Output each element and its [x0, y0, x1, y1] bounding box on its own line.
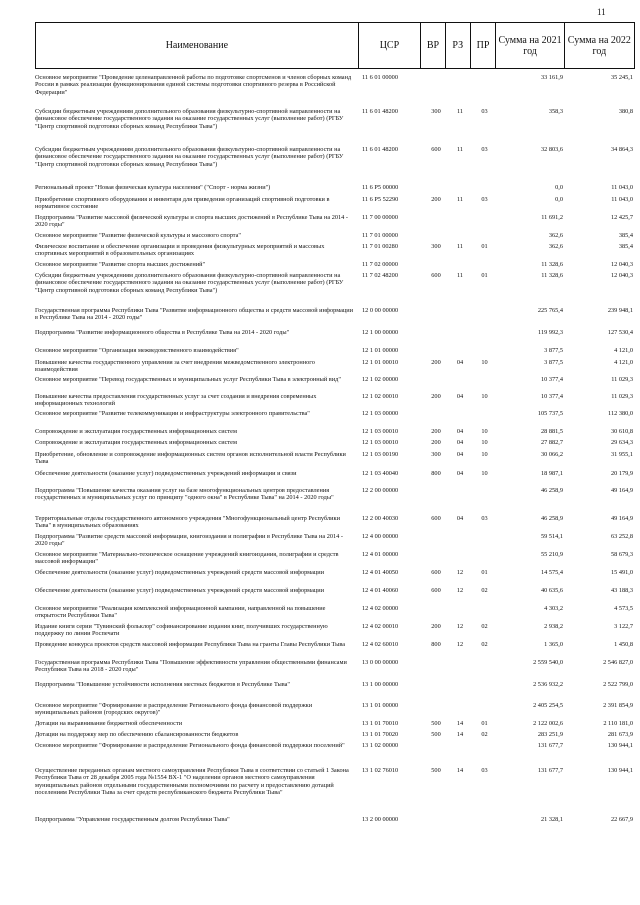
row-csr: 12 2 00 40030 [362, 515, 399, 522]
table-header [35, 22, 635, 69]
page-number: 11 [597, 7, 606, 17]
table-row [35, 533, 635, 551]
row-sum-2021: 3 877,5 [544, 359, 563, 366]
table-row [35, 702, 635, 720]
row-rz: 11 [456, 108, 464, 115]
row-sum-2021: 105 737,5 [537, 410, 563, 417]
row-sum-2021: 28 881,5 [540, 428, 563, 435]
row-csr: 12 4 01 40060 [362, 587, 399, 594]
row-rz: 14 [456, 731, 464, 738]
row-vr: 500 [431, 720, 441, 727]
row-sum-2022: 29 634,3 [610, 439, 633, 446]
row-csr: 11 7 00 00000 [362, 214, 398, 221]
row-pr: 01 [481, 272, 488, 279]
header-sum-2022: Сумма на 2022 год [565, 23, 635, 68]
row-vr: 500 [431, 731, 441, 738]
row-rz: 11 [456, 146, 464, 153]
row-name: Подпрограмма "Развитие массовой физической культуры и спорта высших достижений в Республике Тыва на 2014 - 2020 годы" [35, 214, 348, 229]
row-sum-2021: 1 365,0 [544, 641, 563, 648]
header-csr: ЦСР [359, 23, 421, 68]
header-sum-2021: Сумма на 2021 год [496, 23, 564, 68]
row-sum-2021: 55 210,9 [540, 551, 563, 558]
row-vr: 800 [431, 470, 441, 477]
row-pr: 01 [481, 243, 488, 250]
row-sum-2021: 2 536 932,2 [533, 681, 563, 688]
table-row [35, 569, 635, 587]
row-csr: 11 7 02 48200 [362, 272, 398, 279]
row-sum-2021: 362,6 [548, 243, 563, 250]
row-csr: 13 1 02 00000 [362, 742, 399, 749]
row-csr: 12 4 01 00000 [362, 551, 399, 558]
row-sum-2022: 22 667,9 [610, 816, 633, 823]
row-csr: 12 4 00 00000 [362, 533, 399, 540]
row-name: Основное мероприятие "Реализация комплексной информационной кампании, направленной на повышение открытости Республики Тыва" [35, 605, 326, 620]
row-csr: 11 6 01 48200 [362, 146, 398, 153]
row-name: Дотации на поддержку мер по обеспечению сбалансированности бюджетов [35, 731, 239, 738]
row-pr: 03 [481, 146, 488, 153]
row-rz: 04 [456, 470, 464, 477]
row-vr: 200 [431, 196, 441, 203]
row-sum-2021: 283 251,9 [537, 731, 563, 738]
row-sum-2021: 11 328,6 [541, 272, 563, 279]
row-vr: 300 [431, 243, 441, 250]
row-vr: 600 [431, 272, 441, 279]
row-sum-2022: 4 121,0 [614, 347, 633, 354]
row-sum-2022: 3 122,7 [614, 623, 633, 630]
row-vr: 200 [431, 428, 441, 435]
table-row [35, 470, 635, 487]
row-name: Приобретение, обновление и сопровождение информационных систем органов исполнительной власти Республики Тыва [35, 451, 346, 466]
row-sum-2021: 131 677,7 [537, 767, 563, 774]
row-name: Основное мероприятие "Формирование и распределение Регионального фонда финансовой поддержки муниципальных районов (городских округов)" [35, 702, 313, 717]
row-sum-2022: 112 380,0 [608, 410, 633, 417]
row-csr: 12 1 00 00000 [362, 329, 399, 336]
row-name: Основное мероприятие "Материально-техническое оснащение учреждений книгоиздания, полиграфии и средств массовой информации" [35, 551, 339, 566]
table-row [35, 767, 635, 816]
table-row [35, 587, 635, 605]
row-sum-2022: 1 450,8 [614, 641, 633, 648]
row-vr: 200 [431, 393, 441, 400]
row-sum-2021: 18 987,1 [540, 470, 563, 477]
row-name: Проведение конкурса проектов средств массовой информации Республики Тыва на гранты Главы Республики Тыва [35, 641, 346, 648]
row-rz: 04 [456, 393, 464, 400]
row-name: Физическое воспитание и обеспечение организации и проведения физкультурных мероприятий и массовых спортивных мероприятий в образовательных организациях [35, 243, 325, 258]
row-sum-2021: 10 377,4 [540, 393, 563, 400]
table-row [35, 74, 635, 108]
row-pr: 10 [481, 470, 488, 477]
table-row [35, 681, 635, 702]
row-sum-2021: 2 122 002,6 [533, 720, 563, 727]
row-csr: 13 1 01 70010 [362, 720, 399, 727]
row-sum-2021: 32 803,6 [540, 146, 563, 153]
row-csr: 11 6 01 48200 [362, 108, 398, 115]
row-csr: 12 4 02 00010 [362, 623, 399, 630]
row-sum-2021: 21 328,1 [540, 816, 563, 823]
row-sum-2022: 31 955,1 [610, 451, 633, 458]
table-row [35, 742, 635, 767]
row-name: Субсидии бюджетным учреждениям дополнительного образования физкультурно-спортивной направленности на финансовое обеспечение государственного задания на оказание государственных услуг (выполнение работ) (РГБУ "Центр спортивной подготовки сборных команд Республики Тыва") [35, 272, 344, 294]
row-rz: 12 [456, 569, 464, 576]
row-rz: 12 [456, 587, 464, 594]
row-name: Дотации на выравнивание бюджетной обеспеченности [35, 720, 183, 727]
row-pr: 10 [481, 393, 488, 400]
row-name: Основное мероприятие "Проведение целенаправленной работы по подготовке спортсменов и членов сборных команд России в рамках реализации функционирования единой системы подготовки спортивного резерва в Российской Федерации" [35, 74, 352, 96]
row-sum-2022: 30 610,8 [610, 428, 633, 435]
row-name: Субсидии бюджетным учреждениям дополнительного образования физкультурно-спортивной направленности на финансовое обеспечение государственного задания на оказание государственных услуг (выполнение работ) (РГБУ "Центр спортивной подготовки сборных команд Республики Тыва") [35, 146, 344, 168]
row-sum-2021: 46 258,9 [540, 515, 563, 522]
row-csr: 12 1 02 00010 [362, 393, 399, 400]
row-vr: 300 [431, 108, 441, 115]
row-name: Подпрограмма "Развитие информационного общества в Республике Тыва на 2014 - 2020 годы" [35, 329, 290, 336]
table-row [35, 146, 635, 184]
row-name: Издание книги серии "Тувинский фольклор" софинансирование издания книг, получивших государственную поддержку по линии Роспечати [35, 623, 328, 638]
row-sum-2021: 3 877,5 [544, 347, 563, 354]
row-sum-2021: 2 938,2 [544, 623, 563, 630]
row-csr: 13 1 01 70020 [362, 731, 399, 738]
row-rz: 11 [456, 196, 464, 203]
header-name: Наименование [35, 23, 359, 68]
row-sum-2022: 385,4 [618, 243, 633, 250]
row-pr: 03 [481, 196, 488, 203]
row-sum-2022: 43 188,3 [610, 587, 633, 594]
row-rz: 11 [456, 243, 464, 250]
row-csr: 12 1 01 00000 [362, 347, 399, 354]
row-sum-2021: 27 882,7 [540, 439, 563, 446]
row-csr: 12 1 03 40040 [362, 470, 399, 477]
table-row [35, 410, 635, 428]
row-sum-2021: 2 559 540,0 [533, 659, 563, 666]
row-csr: 11 7 01 00280 [362, 243, 398, 250]
row-name: Территориальные отделы государственного автономного учреждения "Многофункциональный центр Республики Тыва" в муниципальных образованиях [35, 515, 340, 530]
row-rz: 04 [456, 515, 464, 522]
row-vr: 200 [431, 359, 441, 366]
table-row [35, 816, 635, 828]
row-csr: 11 7 01 00000 [362, 232, 398, 239]
row-csr: 12 4 02 00000 [362, 605, 399, 612]
row-sum-2021: 10 377,4 [540, 376, 563, 383]
row-csr: 13 2 00 00000 [362, 816, 399, 823]
row-sum-2022: 4 573,5 [614, 605, 633, 612]
row-sum-2022: 2 391 854,9 [603, 702, 633, 709]
row-vr: 200 [431, 439, 441, 446]
row-csr: 12 4 02 60010 [362, 641, 399, 648]
row-csr: 13 0 00 00000 [362, 659, 399, 666]
row-sum-2021: 46 258,9 [540, 487, 563, 494]
row-rz: 14 [456, 767, 464, 774]
row-name: Подпрограмма "Повышение устойчивости исполнения местных бюджетов в Республике Тыва" [35, 681, 290, 688]
table-body [35, 74, 635, 828]
table-row [35, 393, 635, 410]
table-row [35, 515, 635, 533]
row-vr: 600 [431, 587, 441, 594]
row-sum-2022: 49 164,9 [610, 487, 633, 494]
row-sum-2022: 11 029,3 [611, 393, 633, 400]
row-pr: 01 [481, 569, 488, 576]
row-name: Основное мероприятие "Развитие телекоммуникации и инфраструктуры электронного правительства" [35, 410, 310, 417]
row-vr: 600 [431, 515, 441, 522]
row-sum-2021: 59 514,1 [540, 533, 563, 540]
row-pr: 10 [481, 428, 488, 435]
row-pr: 01 [481, 720, 488, 727]
row-name: Приобретение спортивного оборудования и инвентаря для приведения организаций спортивной подготовки в нормативное состояние [35, 196, 330, 211]
row-name: Повышение качества государственного управления за счет внедрения межведомственного электронного взаимодействия [35, 359, 315, 374]
table-row [35, 307, 635, 329]
row-csr: 12 1 03 00010 [362, 428, 399, 435]
row-name: Обеспечение деятельности (оказание услуг) подведомственных учреждений средств массовой информации [35, 587, 324, 594]
row-sum-2022: 12 040,3 [610, 272, 633, 279]
row-name: Сопровождение и эксплуатация государственных информационных систем [35, 428, 237, 435]
table-row [35, 108, 635, 146]
row-sum-2021: 40 635,6 [540, 587, 563, 594]
row-csr: 11 7 02 00000 [362, 261, 398, 268]
row-sum-2022: 12 425,7 [610, 214, 633, 221]
row-name: Подпрограмма "Повышение качества оказания услуг на базе многофункциональных центров предоставления государственных и муниципальных услуг по принципу "одного окна" в Республике Тыва" на 2014 - 2020 годы" [35, 487, 334, 502]
row-sum-2022: 58 679,3 [610, 551, 633, 558]
row-csr: 11 6 P5 00000 [362, 184, 399, 191]
row-csr: 11 6 P5 52290 [362, 196, 399, 203]
row-rz: 04 [456, 428, 464, 435]
row-pr: 03 [481, 108, 488, 115]
table-row [35, 359, 635, 376]
row-sum-2022: 4 121,0 [614, 359, 633, 366]
row-sum-2022: 281 673,9 [607, 731, 633, 738]
row-sum-2021: 225 765,4 [537, 307, 563, 314]
row-pr: 02 [481, 587, 488, 594]
row-sum-2021: 2 405 254,5 [533, 702, 563, 709]
table-row [35, 487, 635, 515]
row-sum-2021: 119 992,3 [538, 329, 563, 336]
header-rz: РЗ [446, 23, 471, 68]
row-pr: 02 [481, 641, 488, 648]
row-name: Государственная программа Республики Тыва "Развитие информационного общества и средств массовой информации в Республике Тыва на 2014 - 2020 годы" [35, 307, 354, 322]
row-csr: 12 1 03 00190 [362, 451, 399, 458]
row-sum-2022: 20 179,9 [610, 470, 633, 477]
row-name: Обеспечение деятельности (оказание услуг) подведомственных учреждений информации и связи [35, 470, 297, 477]
row-name: Основное мероприятие "Развитие спорта высших достижений" [35, 261, 206, 268]
row-name: Основное мероприятие "Формирование и распределение Регионального фонда финансовой поддержки поселений" [35, 742, 345, 749]
row-pr: 02 [481, 623, 488, 630]
table-row [35, 451, 635, 470]
row-sum-2022: 380,8 [618, 108, 633, 115]
row-csr: 12 4 01 40050 [362, 569, 399, 576]
header-vr: ВР [421, 23, 446, 68]
row-name: Субсидии бюджетным учреждениям дополнительного образования физкультурно-спортивной направленности на финансовое обеспечение государственного задания на оказание государственных услуг (выполнение работ) (РГБУ "Центр спортивной подготовки сборных команд Республики Тыва") [35, 108, 344, 130]
row-name: Основное мероприятие "Перевод государственных и муниципальных услуг Республики Тыва в электронный вид" [35, 376, 341, 383]
table-row [35, 214, 635, 232]
row-sum-2021: 11 328,6 [541, 261, 563, 268]
row-csr: 12 1 02 00000 [362, 376, 399, 383]
row-rz: 12 [456, 623, 464, 630]
table-row [35, 232, 635, 243]
header-pr: ПР [471, 23, 497, 68]
row-pr: 10 [481, 439, 488, 446]
row-name: Осуществление переданных органам местного самоуправления Республики Тыва в соответствии со статьей 1 Закона Республики Тыва от 28 декабря 2005 года №1554 ВХ-1 "О наделении органов местного самоуправления муниципальных районов отдельными государственными полномочиями по расчету и предоставлению дотаций поселениям Республики Тыва за счет средств республиканского бюджета Республики Тыва" [35, 767, 349, 796]
row-sum-2022: 2 110 181,0 [603, 720, 633, 727]
row-csr: 12 2 00 00000 [362, 487, 399, 494]
row-sum-2021: 30 066,2 [540, 451, 563, 458]
row-vr: 300 [431, 451, 441, 458]
table-row [35, 428, 635, 439]
row-csr: 13 1 00 00000 [362, 681, 399, 688]
row-sum-2022: 127 530,4 [607, 329, 633, 336]
row-csr: 12 0 00 00000 [362, 307, 399, 314]
row-sum-2022: 2 546 827,0 [603, 659, 633, 666]
table-row [35, 243, 635, 261]
row-name: Сопровождение и эксплуатация государственных информационных систем [35, 439, 237, 446]
table-row [35, 272, 635, 307]
row-name: Основное мероприятие "Организация межведомственного взаимодействия" [35, 347, 239, 354]
row-csr: 12 1 01 00010 [362, 359, 399, 366]
row-rz: 12 [456, 641, 464, 648]
row-vr: 500 [431, 767, 441, 774]
table-row [35, 551, 635, 569]
row-vr: 600 [431, 569, 441, 576]
row-name: Государственная программа Республики Тыва "Повышение эффективности управления общественными финансами Республики Тыва на 2018 - 2020 годы" [35, 659, 347, 674]
row-vr: 600 [431, 146, 441, 153]
row-pr: 02 [481, 731, 488, 738]
row-csr: 12 1 03 00000 [362, 410, 399, 417]
row-rz: 04 [456, 451, 464, 458]
row-pr: 10 [481, 359, 488, 366]
row-rz: 04 [456, 359, 464, 366]
row-pr: 10 [481, 451, 488, 458]
row-name: Основное мероприятие "Развитие физической культуры и массового спорта" [35, 232, 241, 239]
table-row [35, 641, 635, 659]
row-sum-2021: 11 691,2 [541, 214, 563, 221]
table-row [35, 347, 635, 359]
row-sum-2021: 362,6 [548, 232, 563, 239]
row-sum-2022: 385,4 [618, 232, 633, 239]
row-sum-2022: 49 164,9 [610, 515, 633, 522]
row-name: Обеспечение деятельности (оказание услуг) подведомственных учреждений средств массовой информации [35, 569, 324, 576]
row-sum-2022: 63 252,8 [610, 533, 633, 540]
table-row [35, 731, 635, 742]
table-row [35, 439, 635, 451]
row-name: Повышение качества предоставления государственных услуг за счет создания и внедрения современных информационных технологий [35, 393, 317, 408]
row-rz: 04 [456, 439, 464, 446]
row-sum-2022: 11 043,0 [611, 196, 633, 203]
row-vr: 800 [431, 641, 441, 648]
table-row [35, 623, 635, 641]
row-sum-2022: 239 948,1 [607, 307, 633, 314]
row-name: Региональный проект "Новая физическая культура населения" ("Спорт - норма жизни") [35, 184, 271, 191]
row-sum-2022: 130 944,1 [607, 767, 633, 774]
row-sum-2022: 2 522 799,0 [603, 681, 633, 688]
row-sum-2021: 131 677,7 [537, 742, 563, 749]
row-sum-2022: 11 043,0 [611, 184, 633, 191]
row-name: Подпрограмма "Управление государственным долгом Республики Тыва" [35, 816, 230, 823]
row-sum-2022: 15 491,0 [610, 569, 633, 576]
row-sum-2022: 34 864,3 [610, 146, 633, 153]
row-rz: 14 [456, 720, 464, 727]
table-row [35, 196, 635, 214]
table-row [35, 261, 635, 272]
row-name: Подпрограмма "Развитие средств массовой информации, книгоиздания и полиграфии в Республике Тыва на 2014 - 2020 годы" [35, 533, 344, 548]
row-vr: 200 [431, 623, 441, 630]
table-row [35, 720, 635, 731]
row-sum-2021: 0,0 [555, 196, 563, 203]
row-sum-2022: 130 944,1 [607, 742, 633, 749]
row-sum-2021: 14 575,4 [540, 569, 563, 576]
row-sum-2021: 0,0 [555, 184, 563, 191]
row-sum-2021: 358,3 [548, 108, 563, 115]
table-row [35, 605, 635, 623]
row-pr: 03 [481, 767, 488, 774]
table-row [35, 329, 635, 347]
row-csr: 13 1 02 76010 [362, 767, 399, 774]
row-sum-2022: 11 029,3 [611, 376, 633, 383]
row-csr: 13 1 01 00000 [362, 702, 399, 709]
row-sum-2021: 4 303,2 [544, 605, 563, 612]
row-pr: 03 [481, 515, 488, 522]
table-row [35, 376, 635, 393]
row-sum-2022: 12 040,3 [610, 261, 633, 268]
row-csr: 12 1 03 00010 [362, 439, 399, 446]
row-csr: 11 6 01 00000 [362, 74, 398, 81]
table-row [35, 184, 635, 196]
row-sum-2021: 33 161,9 [540, 74, 563, 81]
row-sum-2022: 35 245,1 [610, 74, 633, 81]
row-rz: 11 [456, 272, 464, 279]
table-row [35, 659, 635, 681]
